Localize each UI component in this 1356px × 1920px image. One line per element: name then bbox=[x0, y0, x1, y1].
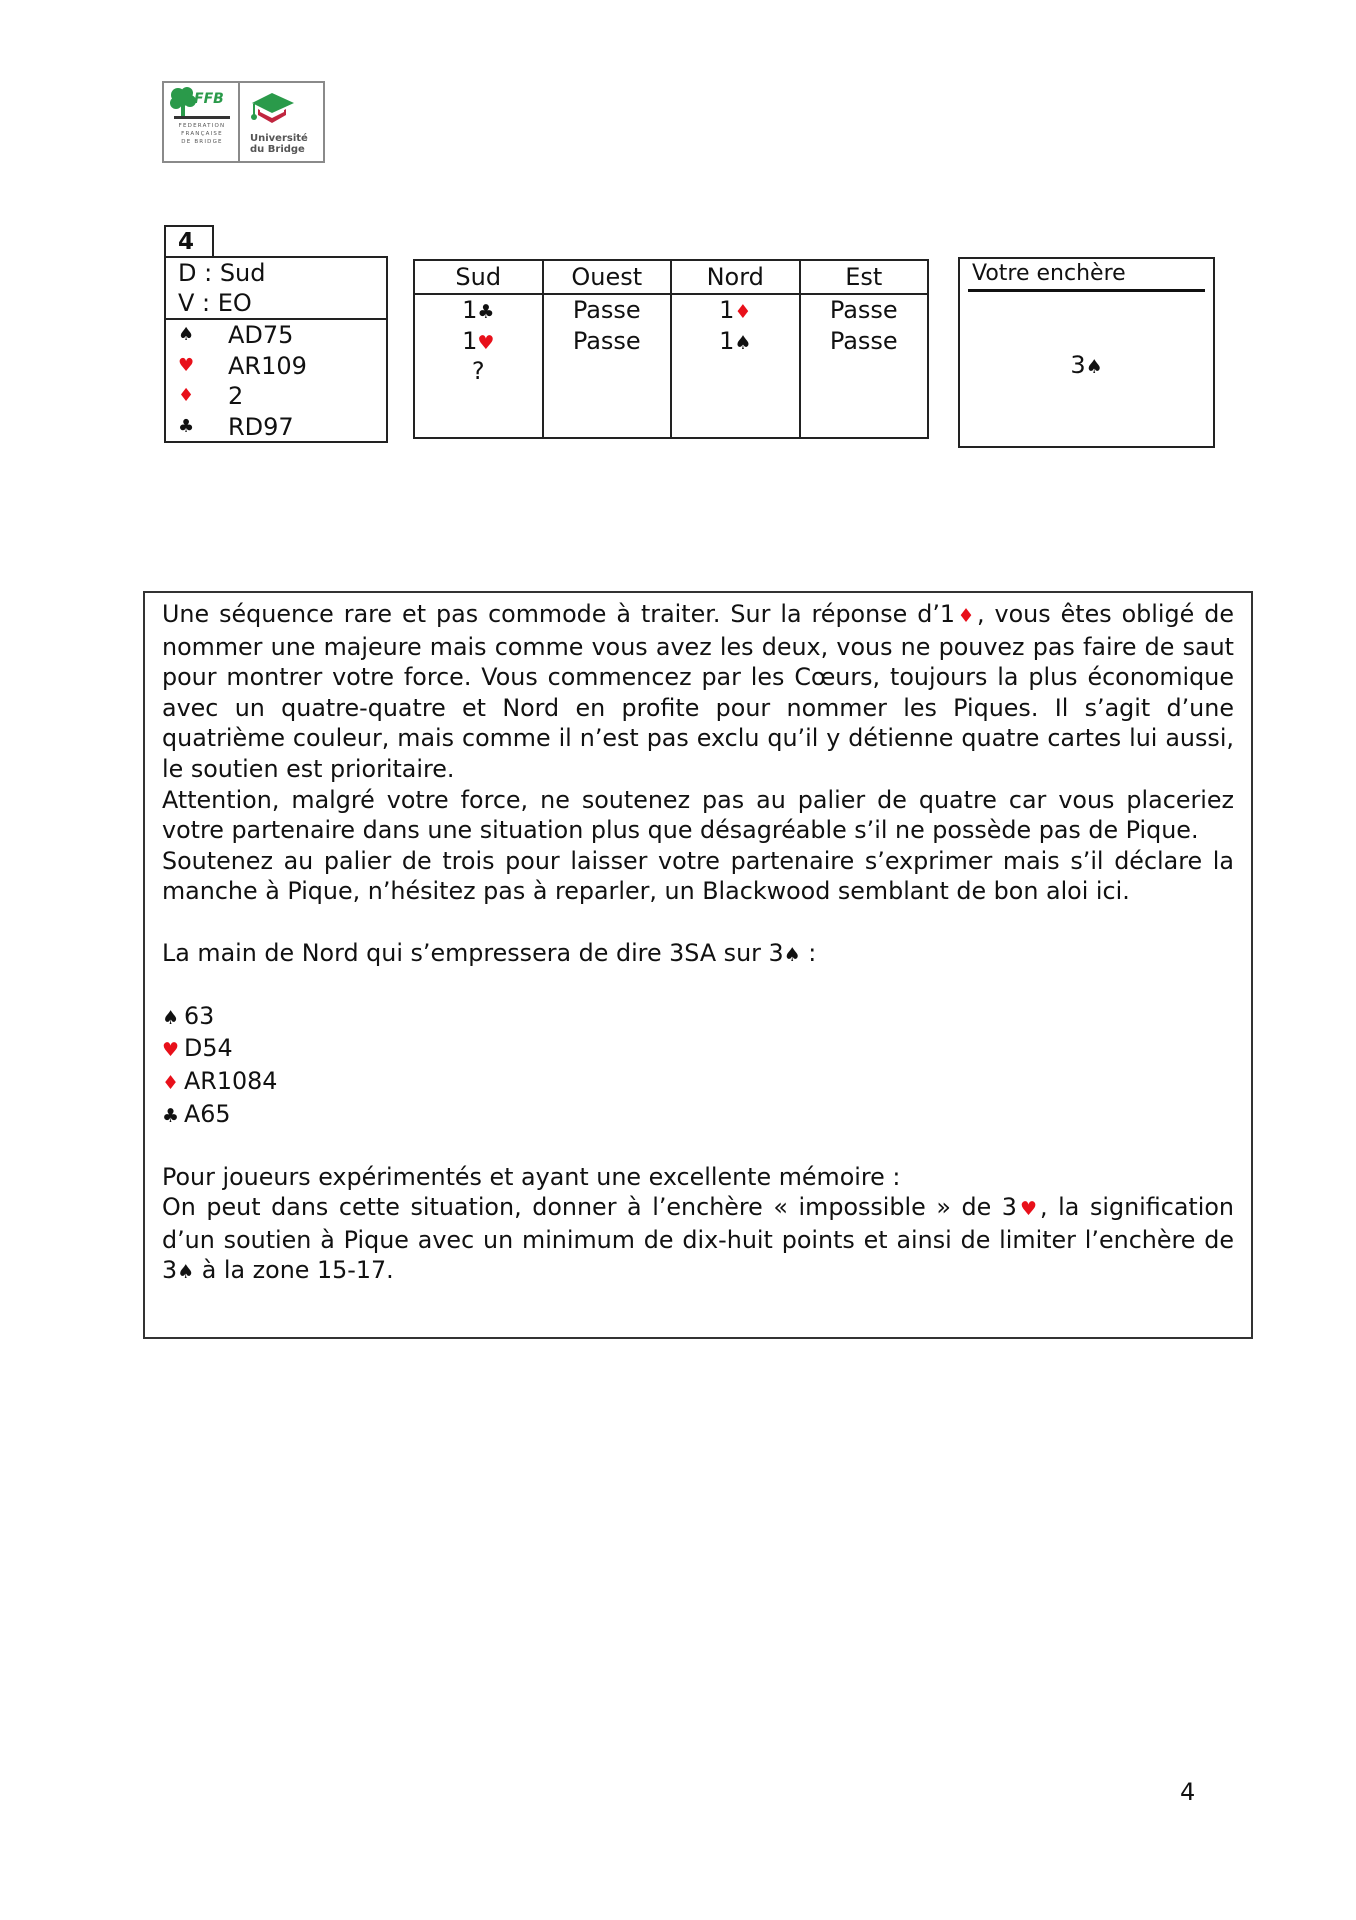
north-spades: ♠ 63 bbox=[162, 1001, 1234, 1034]
explanation-paragraph-1: Une séquence rare et pas commode à traiter. Sur la réponse d’1♦, vous êtes obligé de nommer une majeure mais comme vous avez les deux, vous ne pouvez pas faire de saut pour montrer votre force. Vous commencez par les Cœurs, toujours la plus économique avec un quatre-quatre et Nord en profite pour nommer les Piques. Il s’agit d’une quatrième couleur, mais comme il n’est pas exclu qu’il y détienne quatre cartes lui aussi, le soutien est prioritaire. bbox=[162, 600, 1234, 783]
bid: Passe bbox=[572, 326, 641, 355]
hand-suits bbox=[166, 320, 386, 442]
header-sud: Sud bbox=[414, 260, 543, 294]
column-sud bbox=[414, 294, 543, 438]
spade-icon: ♠ bbox=[177, 1261, 195, 1284]
spade-cards: AD75 bbox=[228, 321, 294, 349]
dealer-label: D : Sud bbox=[178, 259, 266, 287]
bidding-table bbox=[413, 259, 929, 439]
north-hearts: ♥ D54 bbox=[162, 1033, 1234, 1066]
bid: 1♥ bbox=[462, 326, 495, 355]
bidding-header-row bbox=[414, 260, 928, 294]
club-icon: ♣ bbox=[178, 415, 195, 437]
ffb-logo bbox=[164, 83, 240, 161]
header-ouest: Ouest bbox=[543, 260, 672, 294]
expert-paragraph: On peut dans cette situation, donner à l’enchère « impossible » de 3♥, la signification d’un soutien à Pique avec un minimum de dix-huit points et ainsi de limiter l’enchère de 3♠ à la zone 15-17. bbox=[162, 1193, 1234, 1285]
explanation-paragraph-2: Attention, malgré votre force, ne soutenez pas au palier de quatre car vous placeriez votre partenaire dans une situation plus que désagréable s’il ne possède pas de Pique. bbox=[162, 785, 1234, 845]
ffb-subtitle: FEDERATION FRANÇAISE DE BRIDGE bbox=[178, 123, 226, 145]
diamond-cards: 2 bbox=[228, 382, 244, 410]
suit-row-heart bbox=[178, 351, 386, 382]
north-clubs: ♣ A65 bbox=[162, 1099, 1234, 1132]
heart-icon: ♥ bbox=[1016, 1198, 1041, 1221]
diamond-icon: ♦ bbox=[955, 605, 977, 627]
bid: 1♠ bbox=[719, 326, 752, 355]
answer-underline bbox=[968, 289, 1205, 292]
column-est bbox=[800, 294, 929, 438]
header-nord: Nord bbox=[671, 260, 800, 294]
deal-meta bbox=[166, 258, 386, 320]
club-icon: ♣ bbox=[477, 301, 495, 323]
ffb-universite-logo bbox=[162, 81, 325, 163]
column-ouest bbox=[543, 294, 672, 438]
heart-icon: ♥ bbox=[162, 1039, 180, 1062]
universite-logo bbox=[240, 83, 323, 161]
expert-intro: Pour joueurs expérimentés et ayant une excellente mémoire : bbox=[162, 1162, 901, 1191]
diamond-icon: ♦ bbox=[178, 385, 195, 406]
heart-cards: AR109 bbox=[228, 351, 307, 380]
spade-icon: ♠ bbox=[734, 331, 752, 354]
explanation-paragraph-3: Soutenez au palier de trois pour laisser votre partenaire s’exprimer mais s’il déclare la manche à Pique, n’hésitez pas à reparler, un Blackwood semblant de bon aloi ici. bbox=[162, 846, 1234, 906]
explanation-box bbox=[143, 591, 1253, 1339]
answer-box bbox=[958, 257, 1215, 448]
north-diamonds: ♦ AR1084 bbox=[162, 1066, 1234, 1099]
heart-icon: ♥ bbox=[477, 331, 495, 354]
bid: Passe bbox=[572, 296, 641, 324]
suit-row-club bbox=[178, 412, 386, 443]
spade-icon: ♠ bbox=[178, 324, 195, 345]
suit-row-diamond bbox=[178, 381, 386, 412]
answer-bid: 3♠ bbox=[1070, 351, 1103, 379]
club-cards: RD97 bbox=[228, 412, 294, 441]
graduation-cap-icon bbox=[248, 89, 298, 129]
north-hand-intro: La main de Nord qui s’empressera de dire 3SA sur 3♠ : bbox=[162, 938, 817, 967]
header-est: Est bbox=[800, 260, 929, 294]
diamond-icon: ♦ bbox=[162, 1071, 180, 1094]
bid: 1♣ bbox=[462, 296, 495, 324]
ffb-divider bbox=[174, 116, 230, 119]
bid-question: ? bbox=[471, 357, 485, 385]
spade-icon: ♠ bbox=[783, 943, 801, 966]
suit-row-spade bbox=[178, 320, 386, 351]
page-number: 4 bbox=[1180, 1778, 1196, 1806]
ffb-mark: FFB bbox=[194, 91, 224, 107]
spade-icon: ♠ bbox=[1085, 356, 1103, 378]
south-hand-box bbox=[164, 256, 388, 443]
answer-title: Votre enchère bbox=[972, 261, 1126, 286]
deal-number: 4 bbox=[164, 225, 214, 257]
vulnerability-label: V : EO bbox=[178, 289, 252, 317]
club-icon: ♣ bbox=[162, 1104, 180, 1127]
heart-icon: ♥ bbox=[178, 354, 195, 376]
bid: Passe bbox=[829, 296, 898, 324]
spade-icon: ♠ bbox=[162, 1006, 180, 1029]
bid: Passe bbox=[829, 326, 898, 355]
diamond-icon: ♦ bbox=[734, 301, 752, 323]
bidding-body-row bbox=[414, 294, 928, 438]
universite-text: Université du Bridge bbox=[250, 133, 308, 155]
column-nord bbox=[671, 294, 800, 438]
bid: 1♦ bbox=[719, 296, 752, 324]
